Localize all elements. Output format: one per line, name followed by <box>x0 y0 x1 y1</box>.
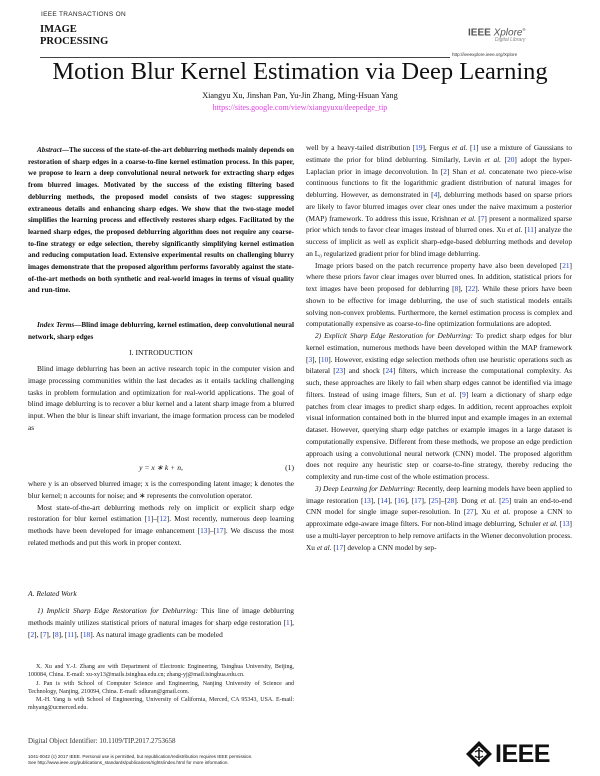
journal-name <box>40 24 108 48</box>
right-4-heading: 3) Deep Learning for Deblurring: <box>315 483 416 493</box>
citation-link[interactable]: 17 <box>414 495 422 505</box>
abstract-label: Abstract <box>37 146 62 154</box>
index-terms-label: Index Terms <box>37 321 75 329</box>
journal-name-line2: IMAGE <box>40 24 77 35</box>
copyright-line-2: See http://www.ieee.org/publications_standards/publications/rights/index.html for more information. <box>28 760 229 765</box>
section-heading-introduction: I. INTRODUCTION <box>129 348 193 357</box>
footnote-3: M.-H. Yang is with School of Engineering, University of California, Merced, CA 95343, USA. E-mail: mhyang@ucmerced.edu. <box>28 697 294 712</box>
citation-link[interactable]: 3 <box>308 354 313 364</box>
xplore-brand: IEEE <box>468 27 491 39</box>
footnote-1: X. Xu and Y.-J. Zhang are with Department of Electronic Engineering, Tsinghua University, Beijing, 100084, China. E-mail: xu-xy13@mails.tsinghua.edu.cn; zhang-yj@mail.tsinghua.edu.cn. <box>28 664 294 679</box>
abstract-text: —The success of the state-of-the-art deblurring methods mainly depends on restoration of sharp edges in a coarse-to-fine kernel estimation process. In this paper, we propose to learn a deep convolutional neural network for extracting sharp edges from blurred images. Motivated by the success of the existing filtering based deblurring methods, the proposed model consists of two stages: suppressing extraneous details and enhancing sharp edges. We show that the two-stage model simplifies the learning process and effectively restores sharp edges. Facilitated by the learned sharp edges, the proposed deblurring algorithm does not require any coarse-to-fine strategy or edge selection, thereby significantly simplifying kernel estimation and reducing computation load. Extensive experimental results on challenging blurry images demonstrate that the proposed algorithm performs favorably against the state-of-the-art methods on both synthetic and real-world images in terms of visual quality and run-time. <box>28 146 294 295</box>
citation-link[interactable]: 18 <box>82 629 91 639</box>
citation-link[interactable]: 17 <box>216 526 224 535</box>
citation-link[interactable]: 24 <box>385 366 393 376</box>
related-1-heading: 1) Implicit Sharp Edge Restoration for Deblurring: <box>37 606 198 615</box>
ieee-xplore-logo: IEEE Xplore® Digital Library <box>468 27 526 44</box>
citation-link[interactable]: 1 <box>286 617 290 627</box>
right-paragraph-2: Image priors based on the patch recurrence property have also been developed [21] where these priors favor clear images over blurred ones. In addition, statistical priors for text images have been proposed for deblurring [8], [22]. While these priors have been shown to be effective for image deblurring, the use of such statistical models entails solving non-convex problems. Furthermore, the kernel estimation process is complex and computationally expensive as coarse-to-fine optimization formulations are adopted. <box>306 260 572 329</box>
intro-text-1: Blind image deblurring has been an active research topic in the computer vision and image processing communities within the last decades as it entails tackling challenging tasks in problem formulation and optimization for real-world applications. The goal of blind image deblurring is to recover a blur kernel and a latent sharp image from a blurred input. When the blur is linear shift invariant, the image formation process can be modeled as <box>28 364 294 432</box>
right-3-heading: 2) Explicit Sharp Edge Restoration for Deblurring: <box>315 331 473 340</box>
citation-link[interactable]: 12 <box>159 514 167 524</box>
abstract <box>28 145 294 297</box>
project-link[interactable]: https://sites.google.com/view/xiangyuxu/deepedge_tip <box>212 103 388 112</box>
citation-link[interactable]: 13 <box>562 519 570 528</box>
right-paragraph-4: Recently, deep learning models have been applied to image restoration [13], [14], [16], [17], [25]–[28]. Dong et al. [25] train an end-to-end CNN model for single image super-resolution. In [27], Xu et al. propose a CNN to approximate edge-aware image filters. For non-blind image deblurring, Schuler et al. [13] use a multi-layer perceptron to help remove artifacts in the Wiener deconvolution process. Xu et al. [17] develop a CNN model by sep- <box>306 483 572 552</box>
citation-link[interactable]: 13 <box>200 526 208 535</box>
journal-name-line1: IEEE TRANSACTIONS ON <box>41 11 126 18</box>
footnote-2: J. Pan is with School of Computer Science and Engineering, Nanjing University of Science and Technology, Nanjing, 210094, China. E-mail: sdluran@gmail.com. <box>28 680 294 695</box>
citation-link[interactable]: 2 <box>443 166 447 176</box>
citation-link[interactable]: 23 <box>335 366 344 376</box>
equation-formula: y = x ∗ k + n, <box>139 463 183 472</box>
citation-link[interactable]: 10 <box>320 354 329 364</box>
paper-authors: Xiangyu Xu, Jinshan Pan, Yu-Jin Zhang, Ming-Hsuan Yang <box>202 91 398 100</box>
index-terms-text: —Blind image deblurring, kernel estimation, deep convolutional neural network, sharp edges <box>28 321 294 341</box>
citation-link[interactable]: 19 <box>415 143 423 152</box>
citation-link[interactable]: 7 <box>480 213 485 223</box>
citation-link[interactable]: 1 <box>147 514 151 524</box>
xplore-sub: Digital Library <box>494 37 526 44</box>
citation-link[interactable]: 20 <box>507 154 515 164</box>
paper-title: Motion Blur Kernel Estimation via Deep Learning <box>52 58 548 85</box>
citation-link[interactable]: 4 <box>433 190 438 199</box>
author-footnotes <box>28 663 294 713</box>
citation-link[interactable]: 7 <box>42 629 47 639</box>
ieee-logo <box>466 741 550 767</box>
right-paragraph-1: well by a heavy-tailed distribution [19], Fergus et al. [1] use a mixture of Gaussians to estimate the prior for blind deblurring. Similarly, Levin et al. [20] adopt the hyper-Laplacian prior in image deconvolution. In [2] Shan et al. concatenate two piece-wise continuous functions to fit the logarithmic gradient distribution of natural images for deblurring. However, as demonstrated in [4], deblurring methods based on sparse priors are likely to favor blurred images over clear ones under the naive maximum a posterior (MAP) framework. To address this issue, Krishnan et al. [7] present a normalized sparse prior which tends to favor clear images instead of blurred ones. Xu et al. [11] analyze the success of implicit as well as explicit sharp-edge-based deblurring methods and develop an L₀ regularized gradient prior for blind image deblurring. <box>306 143 573 258</box>
citation-link[interactable]: 16 <box>397 495 405 505</box>
citation-link[interactable]: 8 <box>54 629 59 639</box>
citation-link[interactable]: 11 <box>526 225 534 235</box>
intro-paragraph-1 <box>28 363 294 434</box>
citation-link[interactable]: 21 <box>562 260 570 270</box>
citation-link[interactable]: 25 <box>431 495 439 505</box>
intro-text-3: Most state-of-the-art deblurring methods rely on implicit or explicit sharp edge restoration for blur kernel estimation [1]–[12]. Most recently, numerous deep learning methods have been developed for image enhancement [13]–[17]. We discuss the most related methods and put this work in proper context. <box>28 502 294 547</box>
citation-link[interactable]: 1 <box>472 143 477 152</box>
citation-link[interactable]: 2 <box>30 629 35 639</box>
copyright-line-1: 1041-0042 (c) 2017 IEEE. Personal use is permitted, but republication/redistribution requires IEEE permission. <box>28 754 253 759</box>
right-paragraph-3: To predict sharp edges for blur kernel estimation, numerous methods have been developed within the MAP framework [3], [10]. However, existing edge selection methods often use heuristic operations such as bilateral [23] and shock [24] filters, which increase the computational complexity. As such, these approaches are likely to fail when sharp edges cannot be identified via image filters. Instead of using image filters, Sun et al. [9] learn a dictionary of sharp edge patches from clear images to predict sharp edges. In addition, recent approaches exploit visual information contained both in the blurred input and example images in an external dataset. However, querying sharp edge patches or example images in a large dataset is computationally expensive. Different from these methods, we propose an edge prediction approach using a convolutional neural network (CNN) model. The proposed algorithm does not require any heuristic step or coarse-to-fine strategy, thereby reducing the complexity and run-time cost of the whole estimation process. <box>306 331 572 481</box>
citation-link[interactable]: 22 <box>467 284 476 293</box>
ieee-logo-text: IEEE <box>495 740 550 768</box>
citation-link[interactable]: 25 <box>501 495 509 505</box>
xplore-product: Xplore <box>493 27 523 39</box>
citation-link[interactable]: 13 <box>363 495 371 505</box>
citation-link[interactable]: 14 <box>380 495 388 505</box>
subsection-heading-related-work: A. Related Work <box>28 589 77 598</box>
copyright-notice <box>28 754 358 766</box>
related-1-text: This line of image deblurring methods mainly utilizes statistical priors of natural images for sharp edge restoration [1], [2], [7], [8], [11], [18]. As natural image gradients can be modeled <box>28 606 294 639</box>
journal-name-line3: PROCESSING <box>40 36 109 47</box>
citation-link[interactable]: 9 <box>462 389 466 399</box>
ieee-diamond-icon <box>466 741 492 767</box>
citation-link[interactable]: 28 <box>446 495 455 505</box>
index-terms <box>28 320 294 344</box>
right-column-text <box>306 142 572 553</box>
equation-number: (1) <box>285 463 294 472</box>
citation-link[interactable]: 11 <box>67 629 75 639</box>
intro-paragraphs-2-3 <box>28 478 294 549</box>
xplore-url[interactable]: http://ieeexplore.ieee.org/Xplore <box>452 52 518 57</box>
citation-link[interactable]: 8 <box>454 284 459 293</box>
related-paragraph-1 <box>28 605 294 640</box>
citation-link[interactable]: 17 <box>335 542 344 552</box>
doi: Digital Object Identifier: 10.1109/TIP.2017.2753658 <box>28 737 176 745</box>
intro-text-2: where y is an observed blurred image; x is the corresponding latent image; k denotes the blur kernel; n accounts for noise; and ∗ represents the convolution operator. <box>28 479 294 500</box>
citation-link[interactable]: 27 <box>466 507 474 517</box>
